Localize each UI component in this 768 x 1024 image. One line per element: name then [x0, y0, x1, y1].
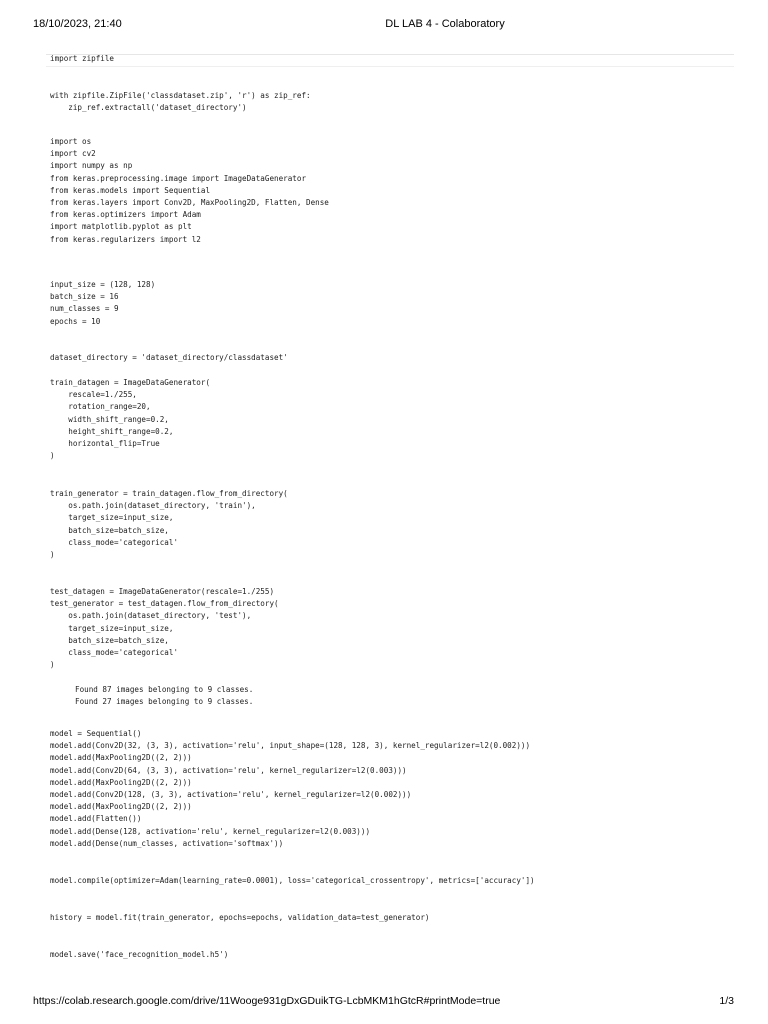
- code-cell-compile: model.compile(optimizer=Adam(learning_rate=0.0001), loss='categorical_crossentropy', metrics=['accuracy']): [50, 876, 535, 885]
- code-cell-train-datagen: train_datagen = ImageDataGenerator( rescale=1./255, rotation_range=20, width_shift_range=0.2, height_shift_range=0.2, horizontal_flip=True ): [50, 378, 211, 461]
- code-cell-import-zipfile: import zipfile: [50, 54, 115, 63]
- cell-output: Found 87 images belonging to 9 classes. Found 27 images belonging to 9 classes.: [75, 685, 254, 707]
- code-cell-train-generator: train_generator = train_datagen.flow_from_directory( os.path.join(dataset_directory, 'train'), target_size=input_size, batch_size=batch_size, class_mode='categorical' ): [50, 489, 288, 560]
- print-header-title: DL LAB 4 - Colaboratory: [385, 18, 505, 30]
- code-cell-imports: import os import cv2 import numpy as np from keras.preprocessing.image import ImageDataGenerator from keras.models import Sequential from keras.layers import Conv2D, MaxPooling2D, Flatten, Dense from keras.optimizers import Adam import matplotlib.pyplot as plt from keras.regularizers import l2: [50, 137, 329, 244]
- code-cell-fit: history = model.fit(train_generator, epochs=epochs, validation_data=test_generator): [50, 913, 430, 922]
- cell-divider: [46, 66, 734, 67]
- print-footer-page-number: 1/3: [719, 995, 734, 1007]
- code-cell-save: model.save('face_recognition_model.h5'): [50, 950, 229, 959]
- code-cell-params: input_size = (128, 128) batch_size = 16 num_classes = 9 epochs = 10: [50, 280, 156, 326]
- print-header-datetime: 18/10/2023, 21:40: [33, 18, 122, 30]
- code-cell-model: model = Sequential() model.add(Conv2D(32, (3, 3), activation='relu', input_shape=(128, 128, 3), kernel_regularizer=l2(0.002))) model.add(MaxPooling2D((2, 2))) model.add(Conv2D(64, (3, 3), activation='relu', kernel_regularizer=l2(0.003))) model.add(MaxPooling2D((2, 2))) model.add(Conv2D(128, (3, 3), activation='relu', kernel_regularizer=l2(0.002))) model.add(MaxPooling2D((2, 2))) model.add(Flatten()) model.add(Dense(128, activation='relu', kernel_regularizer=l2(0.003))) model.add(Dense(num_classes, activation='softmax')): [50, 729, 531, 848]
- code-cell-dataset-dir: dataset_directory = 'dataset_directory/classdataset': [50, 353, 288, 362]
- code-cell-extract-zip: with zipfile.ZipFile('classdataset.zip', 'r') as zip_ref: zip_ref.extractall('dataset_directory'): [50, 91, 311, 113]
- print-footer-url: https://colab.research.google.com/drive/11Wooge931gDxGDuikTG-LcbMKM1hGtcR#printMode=true: [33, 995, 501, 1007]
- code-cell-test-generator: test_datagen = ImageDataGenerator(rescale=1./255) test_generator = test_datagen.flow_from_directory( os.path.join(dataset_directory, 'test'), target_size=input_size, batch_size=batch_size, class_mode='categorical' ): [50, 587, 279, 670]
- cell-divider: [46, 54, 734, 55]
